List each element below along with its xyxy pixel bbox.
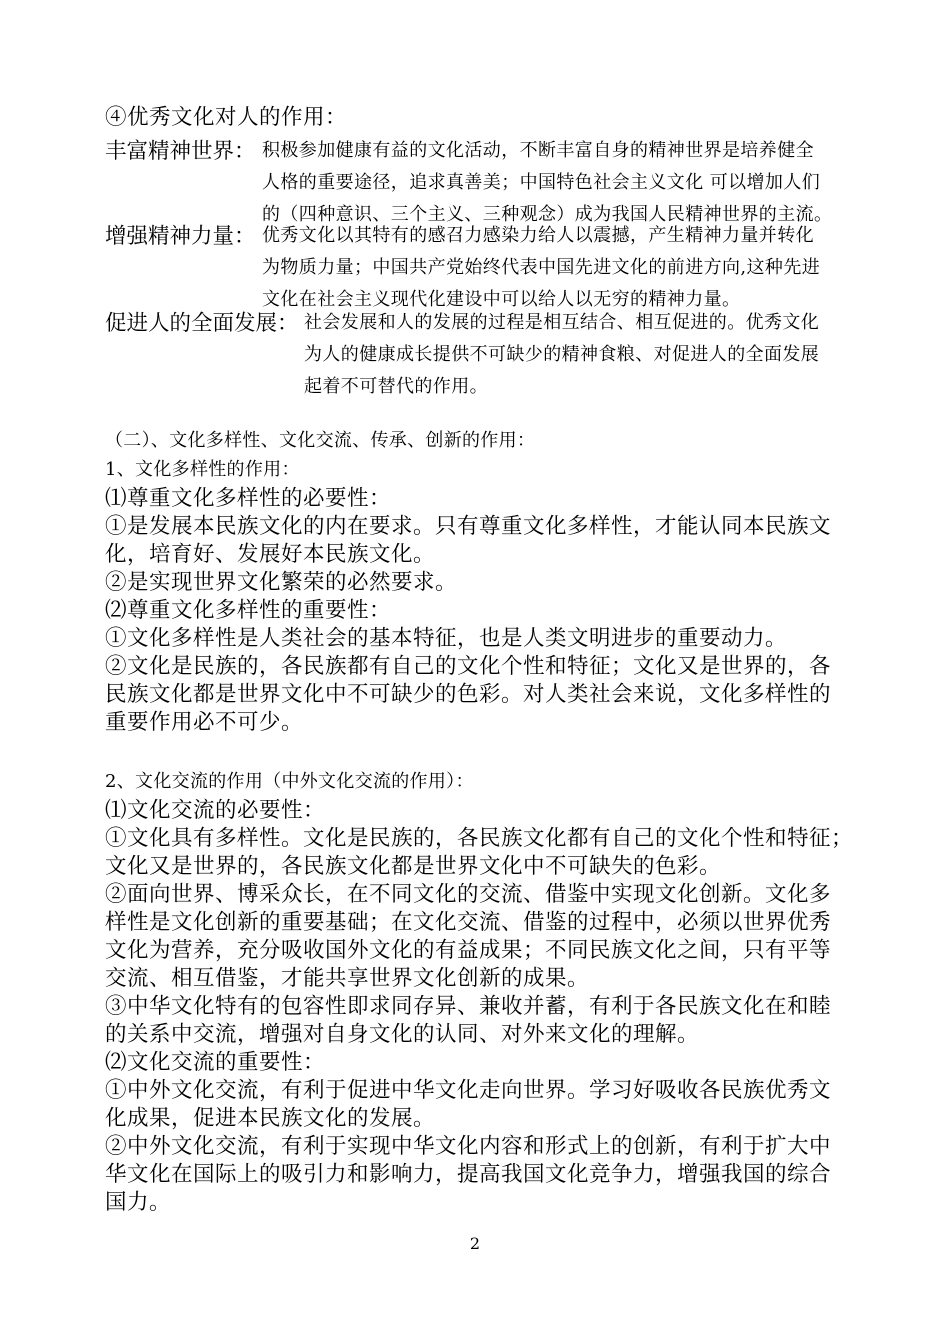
term-label: 增强精神力量：	[105, 224, 256, 249]
text-line: 华文化在国际上的吸引力和影响力，提高我国文化竞争力，增强我国的综合	[105, 1162, 832, 1187]
text-line: 国力。	[105, 1190, 172, 1215]
text-line: 化成果，促进本民族文化的发展。	[105, 1106, 436, 1131]
text-line: ①是发展本民族文化的内在要求。只有尊重文化多样性，才能认同本民族文	[105, 514, 832, 539]
page-number: 2	[469, 1234, 481, 1253]
text-line: ①文化具有多样性。文化是民族的，各民族文化都有自己的文化个性和特征；	[105, 826, 854, 851]
text-line: ①中外文化交流，有利于促进中华文化走向世界。学习好吸收各民族优秀文	[105, 1078, 832, 1103]
text-line: 文化又是世界的，各民族文化都是世界文化中不可缺失的色彩。	[105, 854, 722, 879]
subsection-title: 1、文化多样性的作用：	[105, 459, 300, 480]
term-description	[262, 220, 820, 316]
text-line: 起着不可替代的作用。	[304, 376, 488, 397]
term-label: 丰富精神世界：	[105, 139, 256, 164]
section-heading: ④优秀文化对人的作用：	[105, 105, 348, 130]
paragraph-heading: ⑴尊重文化多样性的必要性：	[105, 486, 392, 511]
text-line: ②面向世界、博采众长，在不同文化的交流、借鉴中实现文化创新。文化多	[105, 882, 832, 907]
term-description	[262, 135, 832, 231]
text-line: 化，培育好、发展好本民族文化。	[105, 542, 436, 567]
paragraph-heading: ⑵尊重文化多样性的重要性：	[105, 598, 392, 623]
text-line: ②是实现世界文化繁荣的必然要求。	[105, 570, 458, 595]
text-line: 人格的重要途径，追求真善美；中国特色社会主义文化 可以增加人们	[262, 172, 821, 193]
term-label: 促进人的全面发展：	[105, 311, 299, 336]
text-line: 样性是文化创新的重要基础；在文化交流、借鉴的过程中，必须以世界优秀	[105, 910, 832, 935]
text-line: ②中外文化交流，有利于实现中华文化内容和形式上的创新，有利于扩大中	[105, 1134, 832, 1159]
text-line: 交流、相互借鉴，才能共享世界文化创新的成果。	[105, 966, 590, 991]
text-line: 为人的健康成长提供不可缺少的精神食粮、对促进人的全面发展	[304, 344, 820, 365]
text-line: 民族文化都是世界文化中不可缺少的色彩。对人类社会来说，文化多样性的	[105, 682, 832, 707]
paragraph-heading: ⑵文化交流的重要性：	[105, 1050, 326, 1075]
text-line: 文化为营养，充分吸收国外文化的有益成果；不同民族文化之间，只有平等	[105, 938, 832, 963]
subsection-title: 2、文化交流的作用（中外文化交流的作用）：	[105, 771, 474, 792]
text-line: 的关系中交流，增强对自身文化的认同、对外来文化的理解。	[105, 1022, 700, 1047]
section-title: （二）、文化多样性、文化交流、传承、创新的作用：	[105, 430, 536, 451]
text-line: 重要作用必不可少。	[105, 710, 304, 735]
text-line: ①文化多样性是人类社会的基本特征，也是人类文明进步的重要动力。	[105, 626, 788, 651]
text-line: 社会发展和人的发展的过程是相互结合、相互促进的。优秀文化	[304, 312, 820, 333]
text-line: ②文化是民族的，各民族都有自己的文化个性和特征；文化又是世界的，各	[105, 654, 832, 679]
text-line: ③中华文化特有的包容性即求同存异、兼收并蓄，有利于各民族文化在和睦	[105, 994, 832, 1019]
text-line: 为物质力量；中国共产党始终代表中国先进文化的前进方向,这种先进	[262, 257, 821, 278]
term-description	[304, 307, 819, 403]
text-line: 积极参加健康有益的文化活动，不断丰富自身的精神世界是培养健全	[262, 140, 814, 161]
text-line: 优秀文化以其特有的感召力感染力给人以震撼，产生精神力量并转化	[262, 225, 814, 246]
text-line: 的（四种意识、三个主义、三种观念）成为我国人民精神世界的主流。	[262, 204, 833, 225]
paragraph-heading: ⑴文化交流的必要性：	[105, 798, 326, 823]
text-line: 文化在社会主义现代化建设中可以给人以无穷的精神力量。	[262, 289, 741, 310]
